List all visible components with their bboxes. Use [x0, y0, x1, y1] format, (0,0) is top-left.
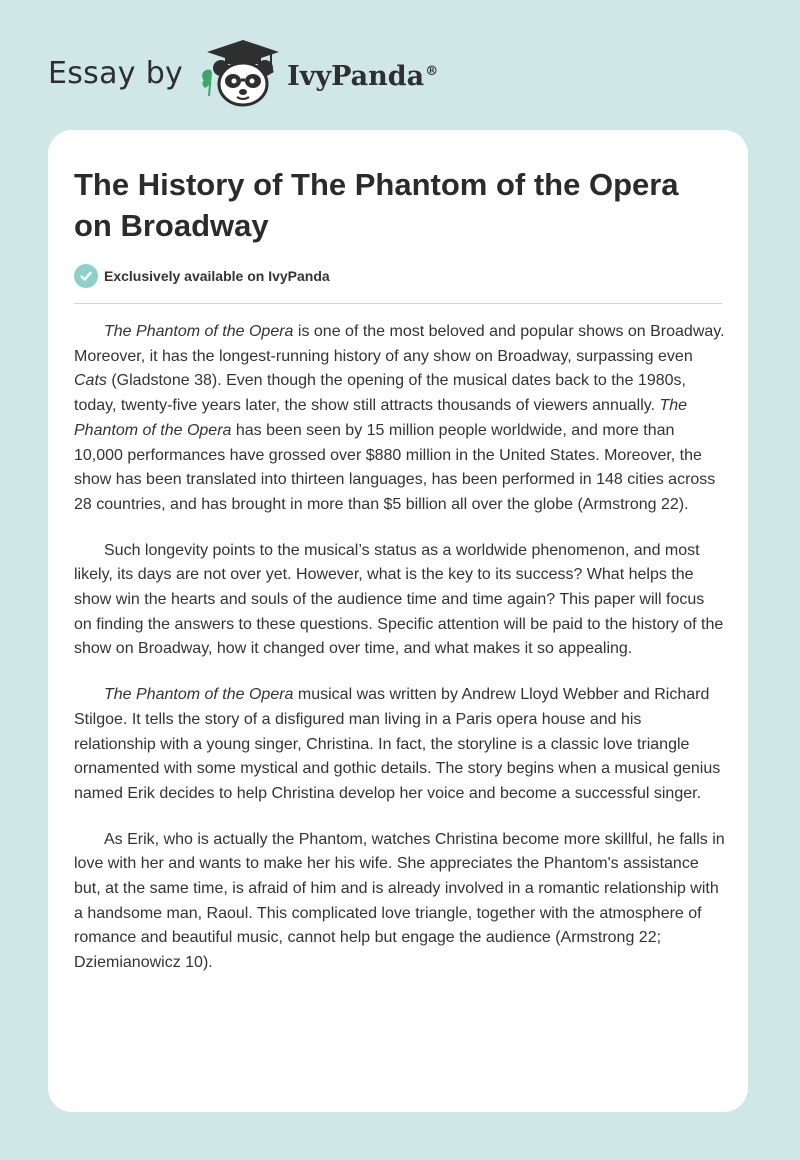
essay-body — [74, 320, 726, 997]
paragraph-text: (Gladstone 38). Even though the opening of the musical dates back to the 1980s, today, twenty-five years later, the show still attracts thousands of viewers annually. — [74, 372, 686, 415]
essay-paragraph — [74, 320, 726, 518]
divider — [74, 303, 722, 304]
brand-prefix: Essay by — [48, 55, 184, 91]
essay-card — [48, 130, 748, 1112]
essay-paragraph — [74, 828, 726, 976]
exclusive-badge — [74, 264, 330, 288]
paragraph-text: has been seen by 15 million people worldwide, and more than 10,000 performances have grossed over $880 million in the United States. Moreover, the show has been translated into thirteen languages, has been performed in 148 cities across 28 countries, and has brought in more than $5 billion all over the globe (Armstrong 22). — [74, 421, 716, 513]
brand-name — [287, 61, 438, 92]
italic-title-text: The Phantom of the Opera — [104, 686, 294, 704]
essay-title: The History of The Phantom of the Opera on Broadway — [74, 167, 679, 243]
paragraph-text: is one of the most beloved and popular shows on Broadway. Moreover, it has the longest-running history of any show on Broadway, surpassing even — [74, 323, 725, 365]
panda-graduate-icon — [197, 38, 281, 108]
badge-label: Exclusively available on IvyPanda — [104, 268, 330, 284]
italic-title-text: Cats — [74, 372, 107, 390]
essay-paragraph — [74, 539, 726, 663]
italic-title-text: The Phantom of the Opera — [104, 323, 294, 340]
paragraph-text: Such longevity points to the musical’s status as a worldwide phenomenon, and most likely, its days are not over yet. However, what is the key to its success? What helps the show win the hearts and souls of the audience time and time again? This paper will focus on finding the answers to these questions. Specific attention will be paid to the history of the show on Broadway, how it changed over time, and what makes it so appealing. — [74, 541, 724, 658]
italic-title-text: The Phantom of the Opera — [74, 397, 688, 439]
paragraph-text: musical was written by Andrew Lloyd Webber and Richard Stilgoe. It tells the story of a disfigured man living in a Paris opera house and his relationship with a young singer, Christina. In fact, the storyline is a classic love triangle ornamented with some mystical and gothic details. The story begins when a musical genius named Erik decides to help Christina develop her voice and become a successful singer. — [74, 686, 721, 802]
registered-mark: ® — [425, 63, 439, 79]
paragraph-text: As Erik, who is actually the Phantom, watches Christina become more skillful, he falls in love with her and wants to make her his wife. She appreciates the Phantom's assistance but, at the same time, is afraid of him and is already involved in a romantic relationship with a handsome man, Raoul. This complicated love triangle, together with the atmosphere of romance and beautiful music, cannot help but engage the audience (Armstrong 22; Dziemianowicz 10). — [74, 830, 725, 972]
essay-paragraph — [74, 683, 726, 807]
brand-name-text: IvyPanda — [287, 60, 425, 92]
checkmark-icon — [74, 264, 98, 288]
brand-header[interactable] — [48, 38, 438, 108]
